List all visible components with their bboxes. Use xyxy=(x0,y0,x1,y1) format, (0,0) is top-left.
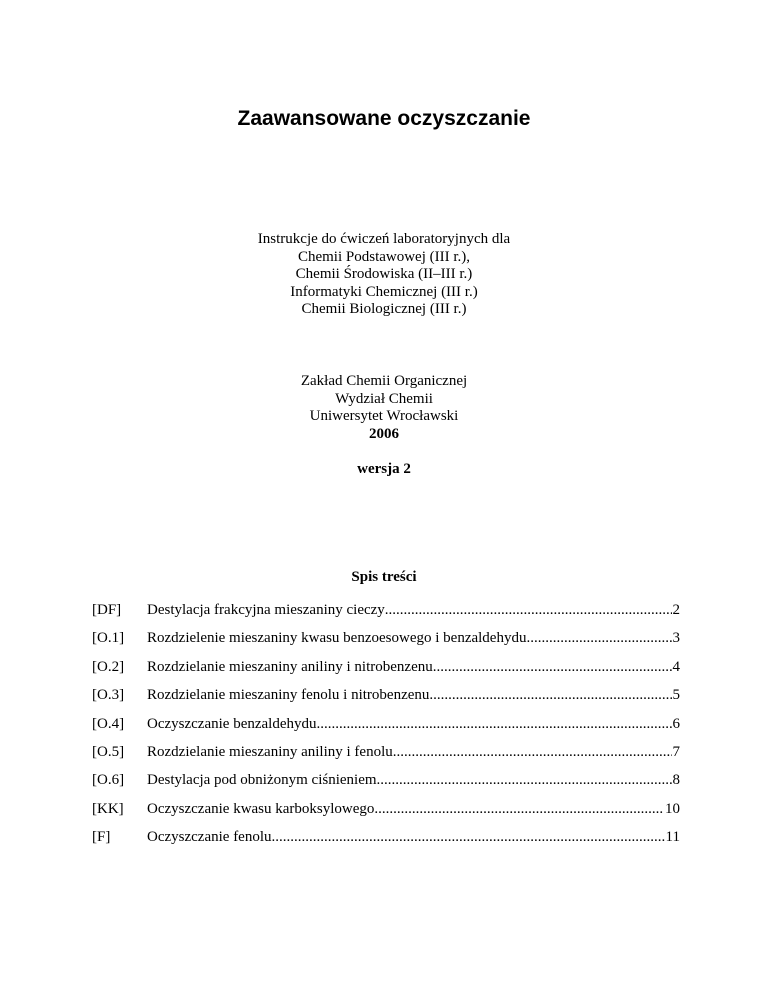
toc-entry-title: Rozdzielanie mieszaniny aniliny i nitrobenzenu xyxy=(147,658,433,675)
department-line: Zakład Chemii Organicznej xyxy=(300,373,468,389)
toc-entry-code: [DF] xyxy=(92,602,122,618)
toc-entry-page: 8 xyxy=(672,772,680,789)
toc-entry-title: Destylacja pod obniżonym ciśnieniem xyxy=(147,772,377,789)
department-block xyxy=(0,373,768,443)
toc-entry-code: [O.2] xyxy=(92,658,125,675)
toc-entry-title: Rozdzielenie mieszaniny kwasu benzoesowego i benzaldehydu xyxy=(147,630,527,647)
toc-entry-code: [O.6] xyxy=(92,772,125,789)
toc-entry-page: 2 xyxy=(672,602,680,618)
toc-entry[interactable] xyxy=(92,715,680,743)
subtitle-block xyxy=(0,231,768,319)
subtitle-line: Chemii Biologicznej (III r.) xyxy=(301,301,467,317)
toc-leader-dots xyxy=(393,743,672,761)
version-label: wersja 2 xyxy=(357,461,411,477)
toc-entry[interactable] xyxy=(92,743,680,771)
toc-entry-code: [O.4] xyxy=(92,715,125,732)
toc-entry-page: 10 xyxy=(665,800,680,817)
toc-entry-code: [O.1] xyxy=(92,630,125,647)
subtitle-line: Instrukcje do ćwiczeń laboratoryjnych dla xyxy=(257,231,511,247)
toc-leader-dots xyxy=(526,629,671,647)
toc-entry-page: 3 xyxy=(672,630,680,647)
publication-year: 2006 xyxy=(369,425,399,442)
toc-entry-page: 11 xyxy=(665,829,680,846)
toc-leader-dots xyxy=(317,715,672,733)
toc-leader-dots xyxy=(385,601,672,619)
toc-heading: Spis treści xyxy=(351,569,417,585)
toc-entry-code: [O.3] xyxy=(92,687,125,704)
toc-entry[interactable] xyxy=(92,629,680,657)
department-line: Uniwersytet Wrocławski xyxy=(309,408,459,424)
toc-entry-title: Oczyszczanie kwasu karboksylowego xyxy=(147,800,375,817)
toc-leader-dots xyxy=(429,686,671,704)
toc-entry[interactable] xyxy=(92,601,680,629)
toc-entry-title: Rozdzielanie mieszaniny fenolu i nitrobenzenu xyxy=(147,687,430,704)
toc-leader-dots xyxy=(374,800,664,818)
toc-entry-title: Destylacja frakcyjna mieszaniny cieczy xyxy=(147,602,385,618)
toc-entry-page: 5 xyxy=(672,687,680,704)
toc-entry[interactable] xyxy=(92,771,680,799)
toc-leader-dots xyxy=(272,828,665,846)
subtitle-line: Informatyki Chemicznej (III r.) xyxy=(290,283,478,300)
toc-entry-page: 6 xyxy=(672,715,680,732)
toc-leader-dots xyxy=(377,771,672,789)
toc-entry[interactable] xyxy=(92,686,680,714)
toc-entry-title: Oczyszczanie benzaldehydu xyxy=(147,715,317,732)
toc-entry-page: 7 xyxy=(672,743,680,760)
toc-entry-code: [KK] xyxy=(92,800,124,817)
subtitle-line: Chemii Podstawowej (III r.), xyxy=(297,248,471,265)
table-of-contents xyxy=(92,601,680,857)
toc-entry[interactable] xyxy=(92,800,680,828)
toc-entry[interactable] xyxy=(92,828,680,856)
subtitle-line: Chemii Środowiska (II–III r.) xyxy=(295,266,473,282)
toc-entry-title: Oczyszczanie fenolu xyxy=(147,829,272,846)
toc-entry-page: 4 xyxy=(672,658,680,675)
department-line: Wydział Chemii xyxy=(335,390,433,407)
toc-entry-code: [F] xyxy=(92,829,111,846)
toc-entry-code: [O.5] xyxy=(92,743,125,760)
toc-entry-title: Rozdzielanie mieszaniny aniliny i fenolu xyxy=(147,743,393,760)
document-title: Zaawansowane oczyszczanie xyxy=(237,107,531,130)
toc-leader-dots xyxy=(433,658,672,676)
toc-entry[interactable] xyxy=(92,658,680,686)
